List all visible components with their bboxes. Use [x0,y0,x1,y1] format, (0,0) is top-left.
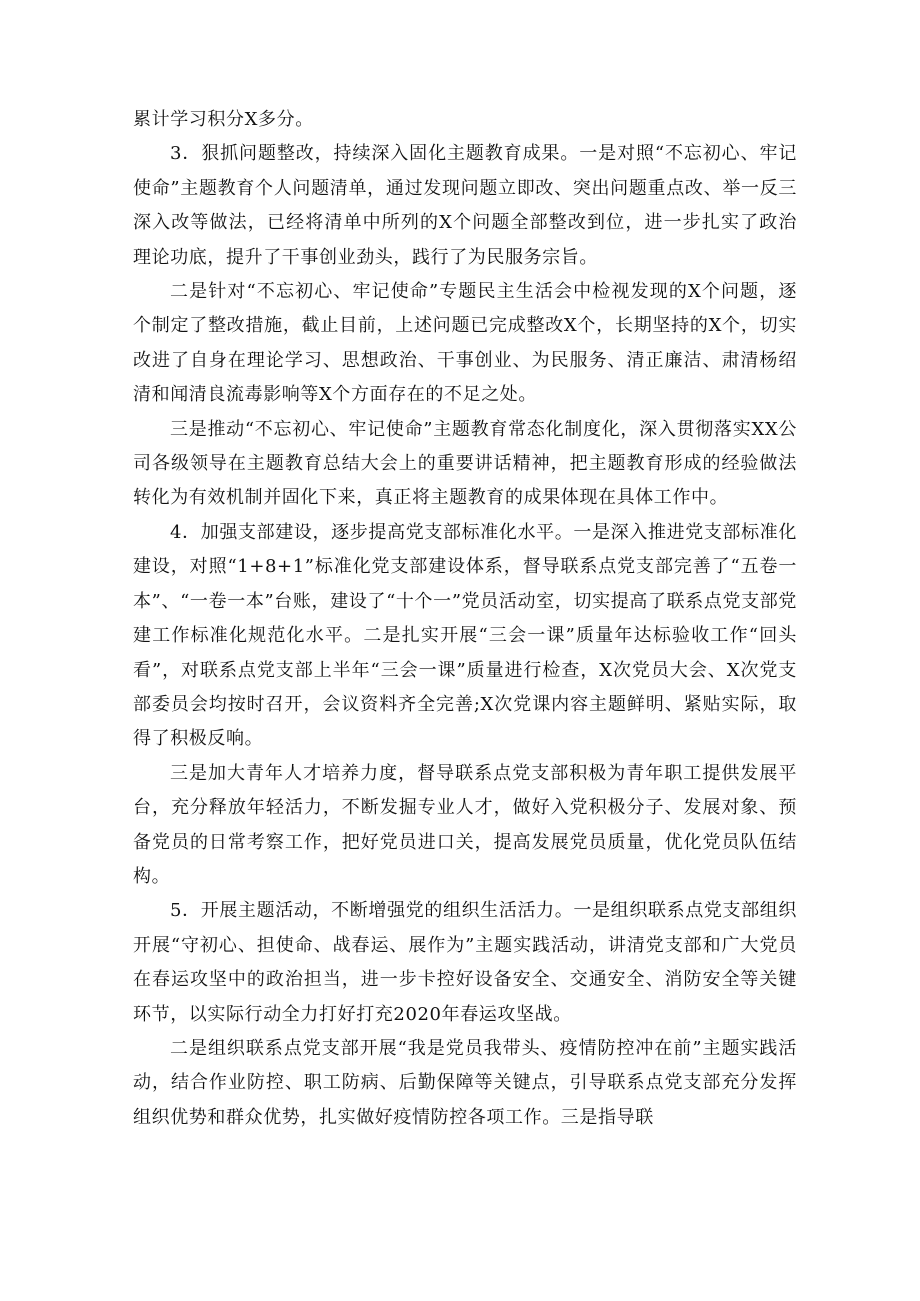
paragraph-4: 三是推动“不忘初心、牢记使命”主题教育常态化制度化，深入贯彻落实XX公司各级领导在主题教育总结大会上的重要讲话精神，把主题教育形成的经验做法转化为有效机制并固化下来，真正将主题教育的成果体现在具体工作中。 [133,418,797,509]
paragraph-5: 4．加强支部建设，逐步提高党支部标准化水平。一是深入推进党支部标准化建设，对照“1+8+1”标准化党支部建设体系，督导联系点党支部完善了“五卷一本”、“一卷一本”台账，建设了“十个一”党员活动室，切实提高了联系点党支部党建工作标准化规范化水平。二是扎实开展“三会一课”质量年达标验收工作“回头看”，对联系点党支部上半年“三会一课”质量进行检查，X次党员大会、X次党支部委员会均按时召开，会议资料齐全完善;X次党课内容主题鲜明、紧贴实际，取得了积极反响。 [133,521,797,750]
paragraph-1: 累计学习积分X多分。 [133,109,314,130]
paragraph-8: 二是组织联系点党支部开展“我是党员我带头、疫情防控冲在前”主题实践活动，结合作业防控、职工防病、后勤保障等关键点，引导联系点党支部充分发挥组织优势和群众优势，扎实做好疫情防控各项工作。三是指导联 [133,1037,797,1128]
paragraph-6: 三是加大青年人才培养力度，督导联系点党支部积极为青年职工提供发展平台，充分释放年轻活力，不断发掘专业人才，做好入党积极分子、发展对象、预备党员的日常考察工作，把好党员进口关，提高发展党员质量，优化党员队伍结构。 [133,762,797,887]
paragraph-2: 3．狠抓问题整改，持续深入固化主题教育成果。一是对照“不忘初心、牢记使命”主题教育个人问题清单，通过发现问题立即改、突出问题重点改、举一反三深入改等做法，已经将清单中所列的X个问题全部整改到位，进一步扎实了政治理论功底，提升了干事创业劲头，践行了为民服务宗旨。 [133,143,797,268]
document-body [133,103,797,1135]
paragraph-3: 二是针对“不忘初心、牢记使命”专题民主生活会中检视发现的X个问题，逐个制定了整改措施，截止目前，上述问题已完成整改X个，长期坚持的X个，切实改进了自身在理论学习、思想政治、干事创业、为民服务、清正廉洁、肃清杨绍清和闻清良流毒影响等X个方面存在的不足之处。 [133,281,797,406]
paragraph-7: 5．开展主题活动，不断增强党的组织生活活力。一是组织联系点党支部组织开展“守初心、担使命、战春运、展作为”主题实践活动，讲清党支部和广大党员在春运攻坚中的政治担当，进一步卡控好设备安全、交通安全、消防安全等关键环节，以实际行动全力打好打充2020年春运攻坚战。 [133,900,797,1025]
